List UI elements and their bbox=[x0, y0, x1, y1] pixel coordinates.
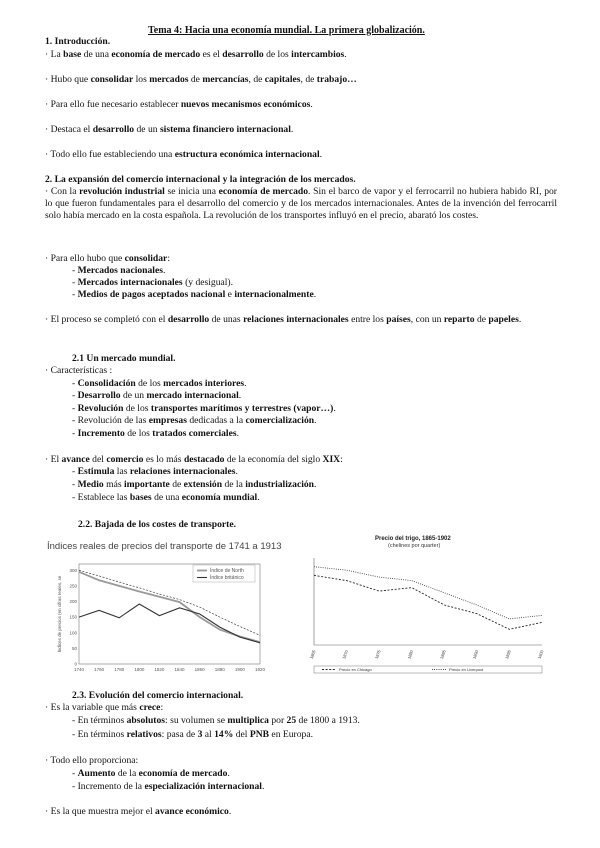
s23-list-item: - Incremento de la especialización internacional. bbox=[72, 781, 265, 792]
s21-list-item: - Revolución de los transportes marítimos y terrestres (vapor…). bbox=[72, 403, 336, 414]
s23-list-item: - Aumento de la economía de mercado. bbox=[72, 768, 230, 779]
x-tick-label: 1890 bbox=[471, 649, 480, 660]
chart-2-title: Precio del trigo, 1865-1902 bbox=[375, 536, 451, 542]
legend-label: Índice de North bbox=[210, 568, 244, 574]
chart-1-caption: Índices reales de precios del transporte de 1741 a 1913 bbox=[47, 541, 282, 552]
s21-list-item: - Revolución de las empresas dedicadas a la comercialización. bbox=[72, 415, 317, 426]
x-tick-label: 1875 bbox=[373, 649, 382, 660]
x-tick-label: 1860 bbox=[194, 667, 205, 672]
s23-list-item: - En términos absolutos: su volumen se multiplica por 25 de 1800 a 1913. bbox=[72, 715, 360, 726]
x-tick-label: 1840 bbox=[174, 667, 185, 672]
s21-list-item: - Desarrollo de un mercado internacional. bbox=[72, 390, 242, 401]
y-tick-label: 150 bbox=[69, 614, 77, 620]
y-tick-label: 50 bbox=[71, 645, 77, 651]
s2-paragraph-1: · Con la revolución industrial se inicia una economía de mercado. Sin el barco de vapor y el ferrocarril no hubiera habido RI, por lo que fueron fundamentales para el desarrollo del comercio y de los mercados internacionales. Antes de la invención del ferrocarril solo había mercado en la costa española. La revolución de los transportes influyó en el precio, abarató los costes. bbox=[45, 186, 557, 221]
s23-list-item: - En términos relativos: pasa de 3 al 14% del PNB en Europa. bbox=[72, 729, 313, 740]
s21-list-item: - Incremento de los tratados comerciales. bbox=[72, 428, 239, 439]
x-tick-label: 1885 bbox=[439, 649, 447, 660]
x-tick-label: 1760 bbox=[94, 667, 105, 672]
x-tick-label: 1865 bbox=[308, 649, 317, 660]
chart-transport-prices bbox=[55, 558, 270, 676]
y-tick-label: 200 bbox=[69, 599, 77, 604]
page-title: Tema 4: Hacia una economía mundial. La primera globalización. bbox=[148, 25, 425, 36]
s2-paragraph-2: · El proceso se completó con el desarrollo de unas relaciones internacionales entre los países, con un reparto de papeles. bbox=[45, 314, 522, 325]
s21-list-item: - Medio más importante de extensión de la industrialización. bbox=[72, 479, 317, 490]
s21-list-item: - Consolidación de los mercados interiores. bbox=[72, 378, 247, 389]
s2-list-item: - Medios de pagos aceptados nacional e internacionalmente. bbox=[72, 289, 317, 300]
series-line-2 bbox=[314, 567, 542, 619]
s21-list-item: - Establece las bases de una economía mundial. bbox=[72, 492, 260, 503]
y-axis-label: Índices de precios (en cifras reales, se bbox=[57, 575, 62, 653]
series-line-1 bbox=[79, 572, 260, 642]
x-tick-label: 1820 bbox=[154, 667, 165, 672]
x-tick-label: 1895 bbox=[504, 649, 512, 660]
section-1-heading: 1. Introducción. bbox=[45, 36, 111, 47]
s2-consolidar: · Para ello hubo que consolidar: bbox=[45, 253, 170, 264]
s23-line-7: · Es la que muestra mejor el avance económico. bbox=[45, 806, 232, 817]
s2-list-item: - Mercados internacionales (y desigual). bbox=[72, 277, 234, 288]
legend-label: Precio en Chicago bbox=[339, 667, 372, 672]
s1-line-3: · Para ello fue necesario establecer nuevos mecanismos económicos. bbox=[45, 99, 313, 110]
section-2-heading: 2. La expansión del comercio internacional y la integración de los mercados. bbox=[45, 174, 356, 185]
s23-line-1: · Es la variable que más crece: bbox=[45, 702, 164, 713]
y-tick-label: 100 bbox=[69, 630, 77, 636]
series-line-2 bbox=[79, 604, 260, 643]
s23-line-4: · Todo ello proporciona: bbox=[45, 755, 139, 766]
section-2-1-heading: 2.1 Un mercado mundial. bbox=[72, 353, 176, 364]
x-tick-label: 1920 bbox=[254, 667, 266, 672]
s1-line-4: · Destaca el desarrollo de un sistema financiero internacional. bbox=[45, 124, 294, 135]
s1-line-2: · Hubo que consolidar los mercados de mercancías, de capitales, de trabajo… bbox=[45, 74, 357, 85]
s1-line-1: · La base de una economía de mercado es el desarrollo de los intercambios. bbox=[45, 49, 347, 60]
s21-list-item: - Estimula las relaciones internacionales. bbox=[72, 466, 238, 477]
y-tick-label: 300 bbox=[69, 567, 77, 573]
x-tick-label: 1780 bbox=[114, 667, 125, 672]
section-2-3-heading: 2.3. Evolución del comercio internacional. bbox=[72, 690, 244, 701]
x-tick-label: 1870 bbox=[341, 649, 350, 660]
x-tick-label: 1900 bbox=[234, 667, 245, 672]
s21-avance: · El avance del comercio es lo más destacado de la economía del siglo XIX: bbox=[45, 454, 343, 465]
x-tick-label: 1880 bbox=[214, 667, 225, 672]
legend-label: Precio en Liverpool bbox=[449, 667, 484, 672]
section-2-2-heading: 2.2. Bajada de los costes de transporte. bbox=[78, 519, 237, 530]
s1-line-5: · Todo ello fue estableciendo una estructura económica internacional. bbox=[45, 149, 323, 160]
y-tick-label: 250 bbox=[69, 583, 77, 589]
legend-label: Índice británico bbox=[210, 575, 244, 581]
x-tick-label: 1900 bbox=[536, 649, 545, 660]
x-tick-label: 1800 bbox=[134, 667, 145, 672]
chart-wheat-price bbox=[300, 550, 550, 678]
s2-list-item: - Mercados nacionales. bbox=[72, 265, 166, 276]
chart-2-subtitle: (chelines por quarter) bbox=[388, 543, 441, 549]
x-tick-label: 1880 bbox=[406, 649, 415, 660]
x-tick-label: 1740 bbox=[73, 667, 85, 672]
s21-caracteristicas: · Características : bbox=[45, 365, 113, 376]
series-line-1 bbox=[314, 575, 542, 629]
y-tick-label: 0 bbox=[74, 661, 77, 667]
